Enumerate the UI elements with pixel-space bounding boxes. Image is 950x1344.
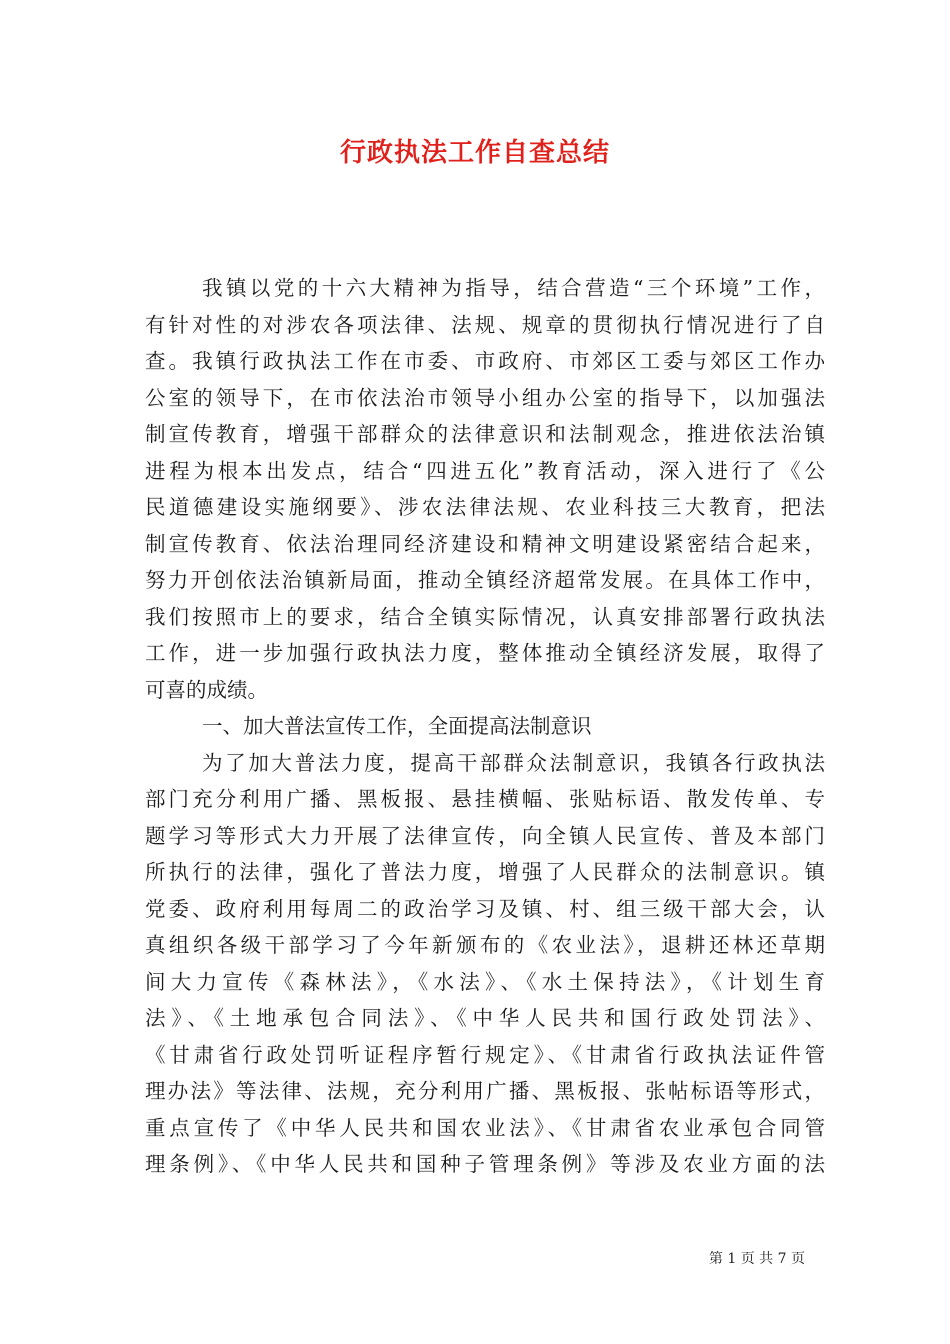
text-line: 《甘肃省行政处罚听证程序暂行规定》、《甘肃省行政执法证件管 bbox=[145, 1042, 825, 1067]
text-line: 努力开创依法治镇新局面，推动全镇经济超常发展。在具体工作中， bbox=[145, 568, 825, 592]
text-line: 制宣传教育、依法治理同经济建设和精神文明建设紧密结合起来， bbox=[145, 531, 825, 556]
text-line: 制宣传教育，增强干部群众的法律意识和法制观念，推进依法治镇 bbox=[145, 422, 825, 446]
text-line: 有针对性的对涉农各项法律、法规、规章的贯彻执行情况进行了自 bbox=[145, 312, 825, 337]
text-line: 间大力宣传《森林法》，《水法》、《水土保持法》，《计划生育 bbox=[145, 969, 825, 994]
text-line: 题学习等形式大力开展了法律宣传，向全镇人民宣传、普及本部门 bbox=[145, 823, 825, 848]
text-line: 法》、《土地承包合同法》、《中华人民共和国行政处罚法》、 bbox=[145, 1006, 825, 1030]
text-line: 民道德建设实施纲要》、涉农法律法规、农业科技三大教育，把法 bbox=[145, 495, 825, 519]
text-line: 工作，进一步加强行政执法力度，整体推动全镇经济发展，取得了 bbox=[145, 641, 825, 665]
text-line: 一、加大普法宣传工作，全面提高法制意识 bbox=[202, 714, 592, 738]
text-line: 公室的领导下，在市依法治市领导小组办公室的指导下，以加强法 bbox=[145, 385, 825, 410]
text-line: 我们按照市上的要求，结合全镇实际情况，认真安排部署行政执法 bbox=[145, 604, 825, 629]
document-title: 行政执法工作自查总结 bbox=[339, 138, 610, 168]
text-line: 查。我镇行政执法工作在市委、市政府、市郊区工委与郊区工作办 bbox=[145, 349, 825, 373]
text-line: 重点宣传了《中华人民共和国农业法》、《甘肃省农业承包合同管 bbox=[145, 1115, 825, 1140]
text-line: 部门充分利用广播、黑板报、悬挂横幅、张贴标语、散发传单、专 bbox=[145, 787, 825, 811]
text-line: 党委、政府利用每周二的政治学习及镇、村、组三级干部大会，认 bbox=[145, 896, 825, 921]
text-line: 为了加大普法力度，提高干部群众法制意识，我镇各行政执法 bbox=[202, 750, 825, 775]
text-line: 所执行的法律，强化了普法力度，增强了人民群众的法制意识。镇 bbox=[145, 860, 825, 884]
document-body bbox=[145, 270, 825, 1183]
text-line: 我镇以党的十六大精神为指导，结合营造“三个环境”工作， bbox=[202, 276, 825, 300]
text-line: 理办法》等法律、法规，充分利用广播、黑板报、张帖标语等形式， bbox=[145, 1079, 825, 1103]
text-line: 真组织各级干部学习了今年新颁布的《农业法》，退耕还林还草期 bbox=[145, 933, 825, 957]
text-line: 可喜的成绩。 bbox=[145, 677, 268, 702]
text-line: 理条例》、《中华人民共和国种子管理条例》等涉及农业方面的法 bbox=[145, 1152, 825, 1176]
text-line: 进程为根本出发点，结合“四进五化”教育活动，深入进行了《公 bbox=[145, 458, 825, 483]
page-number: 第 1 页 共 7 页 bbox=[708, 1251, 805, 1267]
